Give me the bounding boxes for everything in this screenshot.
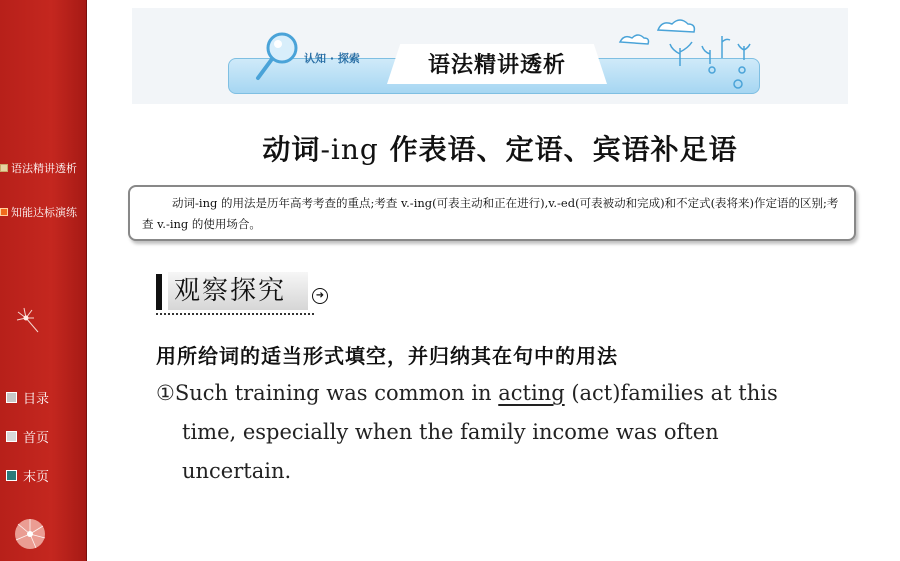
dandelion-icon	[14, 306, 44, 336]
nav-label: 目录	[23, 392, 50, 407]
exercise-text-part1: Such training was common in	[174, 381, 499, 405]
page-title	[130, 128, 870, 168]
exercise-text-part2: (act)families at this	[564, 381, 778, 405]
section-banner	[132, 8, 848, 104]
banner-title: 语法精讲透析	[427, 52, 566, 78]
sidebar-link-label: 语法精讲透析	[11, 162, 77, 175]
key-point-note: 动词-ing 的用法是历年高考考查的重点;考查 v.-ing(可表主动和正在进行),v.-ed(可表被动和完成)和不定式(表将来)作定语的区别;考查 v.-ing 的使用场合。	[128, 185, 856, 241]
sidebar-link-label: 知能达标演练	[11, 206, 77, 219]
title-bold-suffix: 作表语、定语、宾语补足语	[389, 133, 738, 166]
nav-toc-button[interactable]	[6, 388, 49, 407]
sidebar	[0, 0, 87, 561]
section-label: 观察探究	[168, 272, 308, 310]
exercise-text-line2: time, especially when the family income was often	[182, 420, 719, 444]
nav-label: 首页	[23, 431, 50, 446]
exercise-item	[156, 374, 808, 491]
title-ing: -ing	[320, 133, 379, 166]
exercise-instruction: 用所给词的适当形式填空，并归纳其在句中的用法	[156, 344, 618, 368]
exercise-answer: acting	[498, 381, 565, 405]
section-marker	[156, 274, 162, 310]
dandelion-flower-icon	[10, 514, 54, 558]
nav-label: 末页	[23, 470, 50, 485]
last-page-icon	[6, 470, 17, 481]
nav-last-page-button[interactable]	[6, 466, 49, 485]
toc-icon	[6, 392, 17, 403]
bullet-icon	[0, 208, 8, 216]
exercise-number: ①	[156, 381, 175, 405]
first-page-icon	[6, 431, 17, 442]
sidebar-link-practice[interactable]	[0, 204, 77, 220]
arrow-circle-icon[interactable]: ➜	[312, 288, 328, 304]
exercise-text-line3: uncertain.	[182, 459, 292, 483]
banner-subtitle: 认知 · 探索	[304, 52, 360, 65]
nav-first-page-button[interactable]	[6, 427, 49, 446]
bullet-icon	[0, 164, 8, 172]
sidebar-link-grammar[interactable]	[0, 160, 77, 176]
title-bold-prefix: 动词	[262, 133, 321, 166]
section-divider	[156, 313, 314, 315]
